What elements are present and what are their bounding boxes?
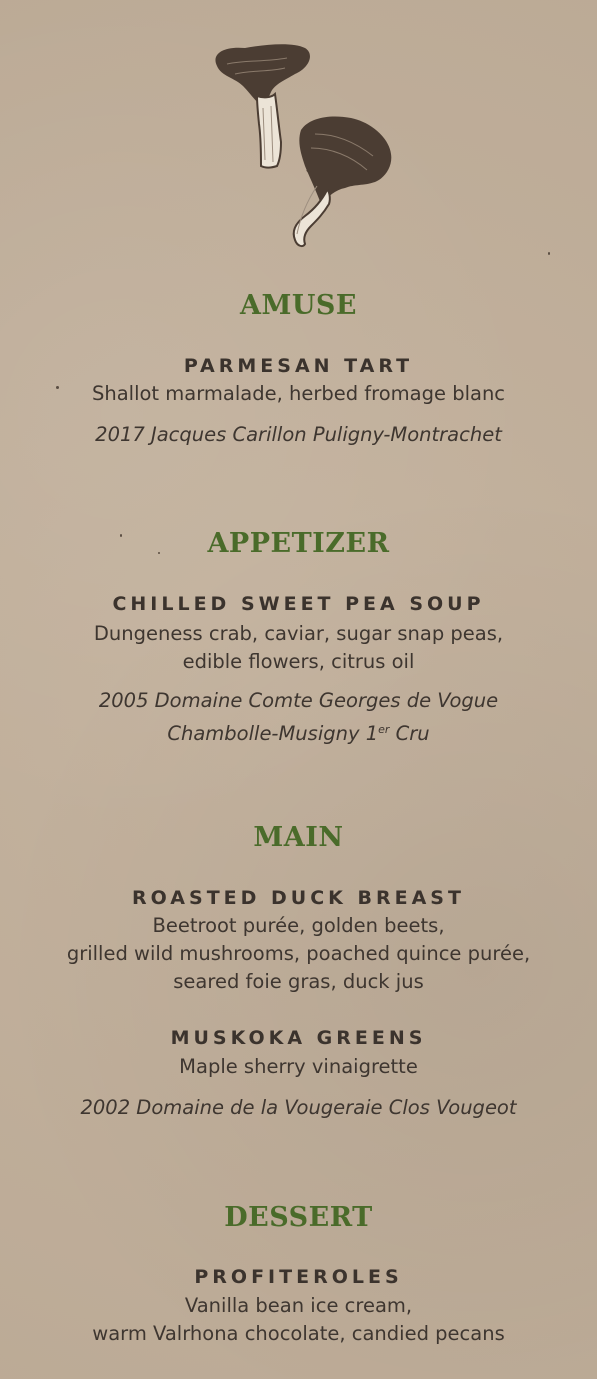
dish-description: Maple sherry vinaigrette	[179, 1055, 418, 1078]
paper-speck	[158, 552, 160, 554]
paper-speck	[548, 252, 550, 255]
dish-description: seared foie gras, duck jus	[173, 970, 424, 993]
paper-speck	[56, 386, 59, 389]
dish-name: MUSKOKA GREENS	[170, 1027, 427, 1049]
dish-name: CHILLED SWEET PEA SOUP	[112, 593, 485, 615]
paper-speck	[120, 534, 122, 537]
section-title-appetizer: APPETIZER	[207, 528, 390, 559]
wine-pairing: 2005 Domaine Comte Georges de Vogue	[98, 689, 499, 712]
dish-description: Dungeness crab, caviar, sugar snap peas,	[93, 622, 504, 645]
wine-pairing: 2002 Domaine de la Vougeraie Clos Vougeot	[80, 1096, 517, 1119]
dish-description: Shallot marmalade, herbed fromage blanc	[91, 382, 506, 405]
dish-description: Beetroot purée, golden beets,	[152, 914, 445, 937]
section-title-amuse: AMUSE	[240, 290, 357, 321]
wine-pairing: 2017 Jacques Carillon Puligny-Montrachet	[95, 423, 502, 446]
wine-pairing: Chambolle-Musigny 1er Cru	[167, 722, 430, 745]
dish-name: PROFITEROLES	[194, 1266, 403, 1288]
dish-name: ROASTED DUCK BREAST	[132, 887, 465, 909]
dish-description: Vanilla bean ice cream,	[184, 1294, 413, 1317]
dish-description: warm Valrhona chocolate, candied pecans	[92, 1322, 505, 1345]
dish-description: grilled wild mushrooms, poached quince purée,	[66, 942, 531, 965]
section-title-dessert: DESSERT	[224, 1202, 373, 1233]
dish-name: PARMESAN TART	[183, 355, 414, 377]
chanterelle-mushrooms-icon	[205, 38, 405, 253]
dish-description: edible flowers, citrus oil	[182, 650, 415, 673]
section-title-main: MAIN	[253, 822, 344, 853]
